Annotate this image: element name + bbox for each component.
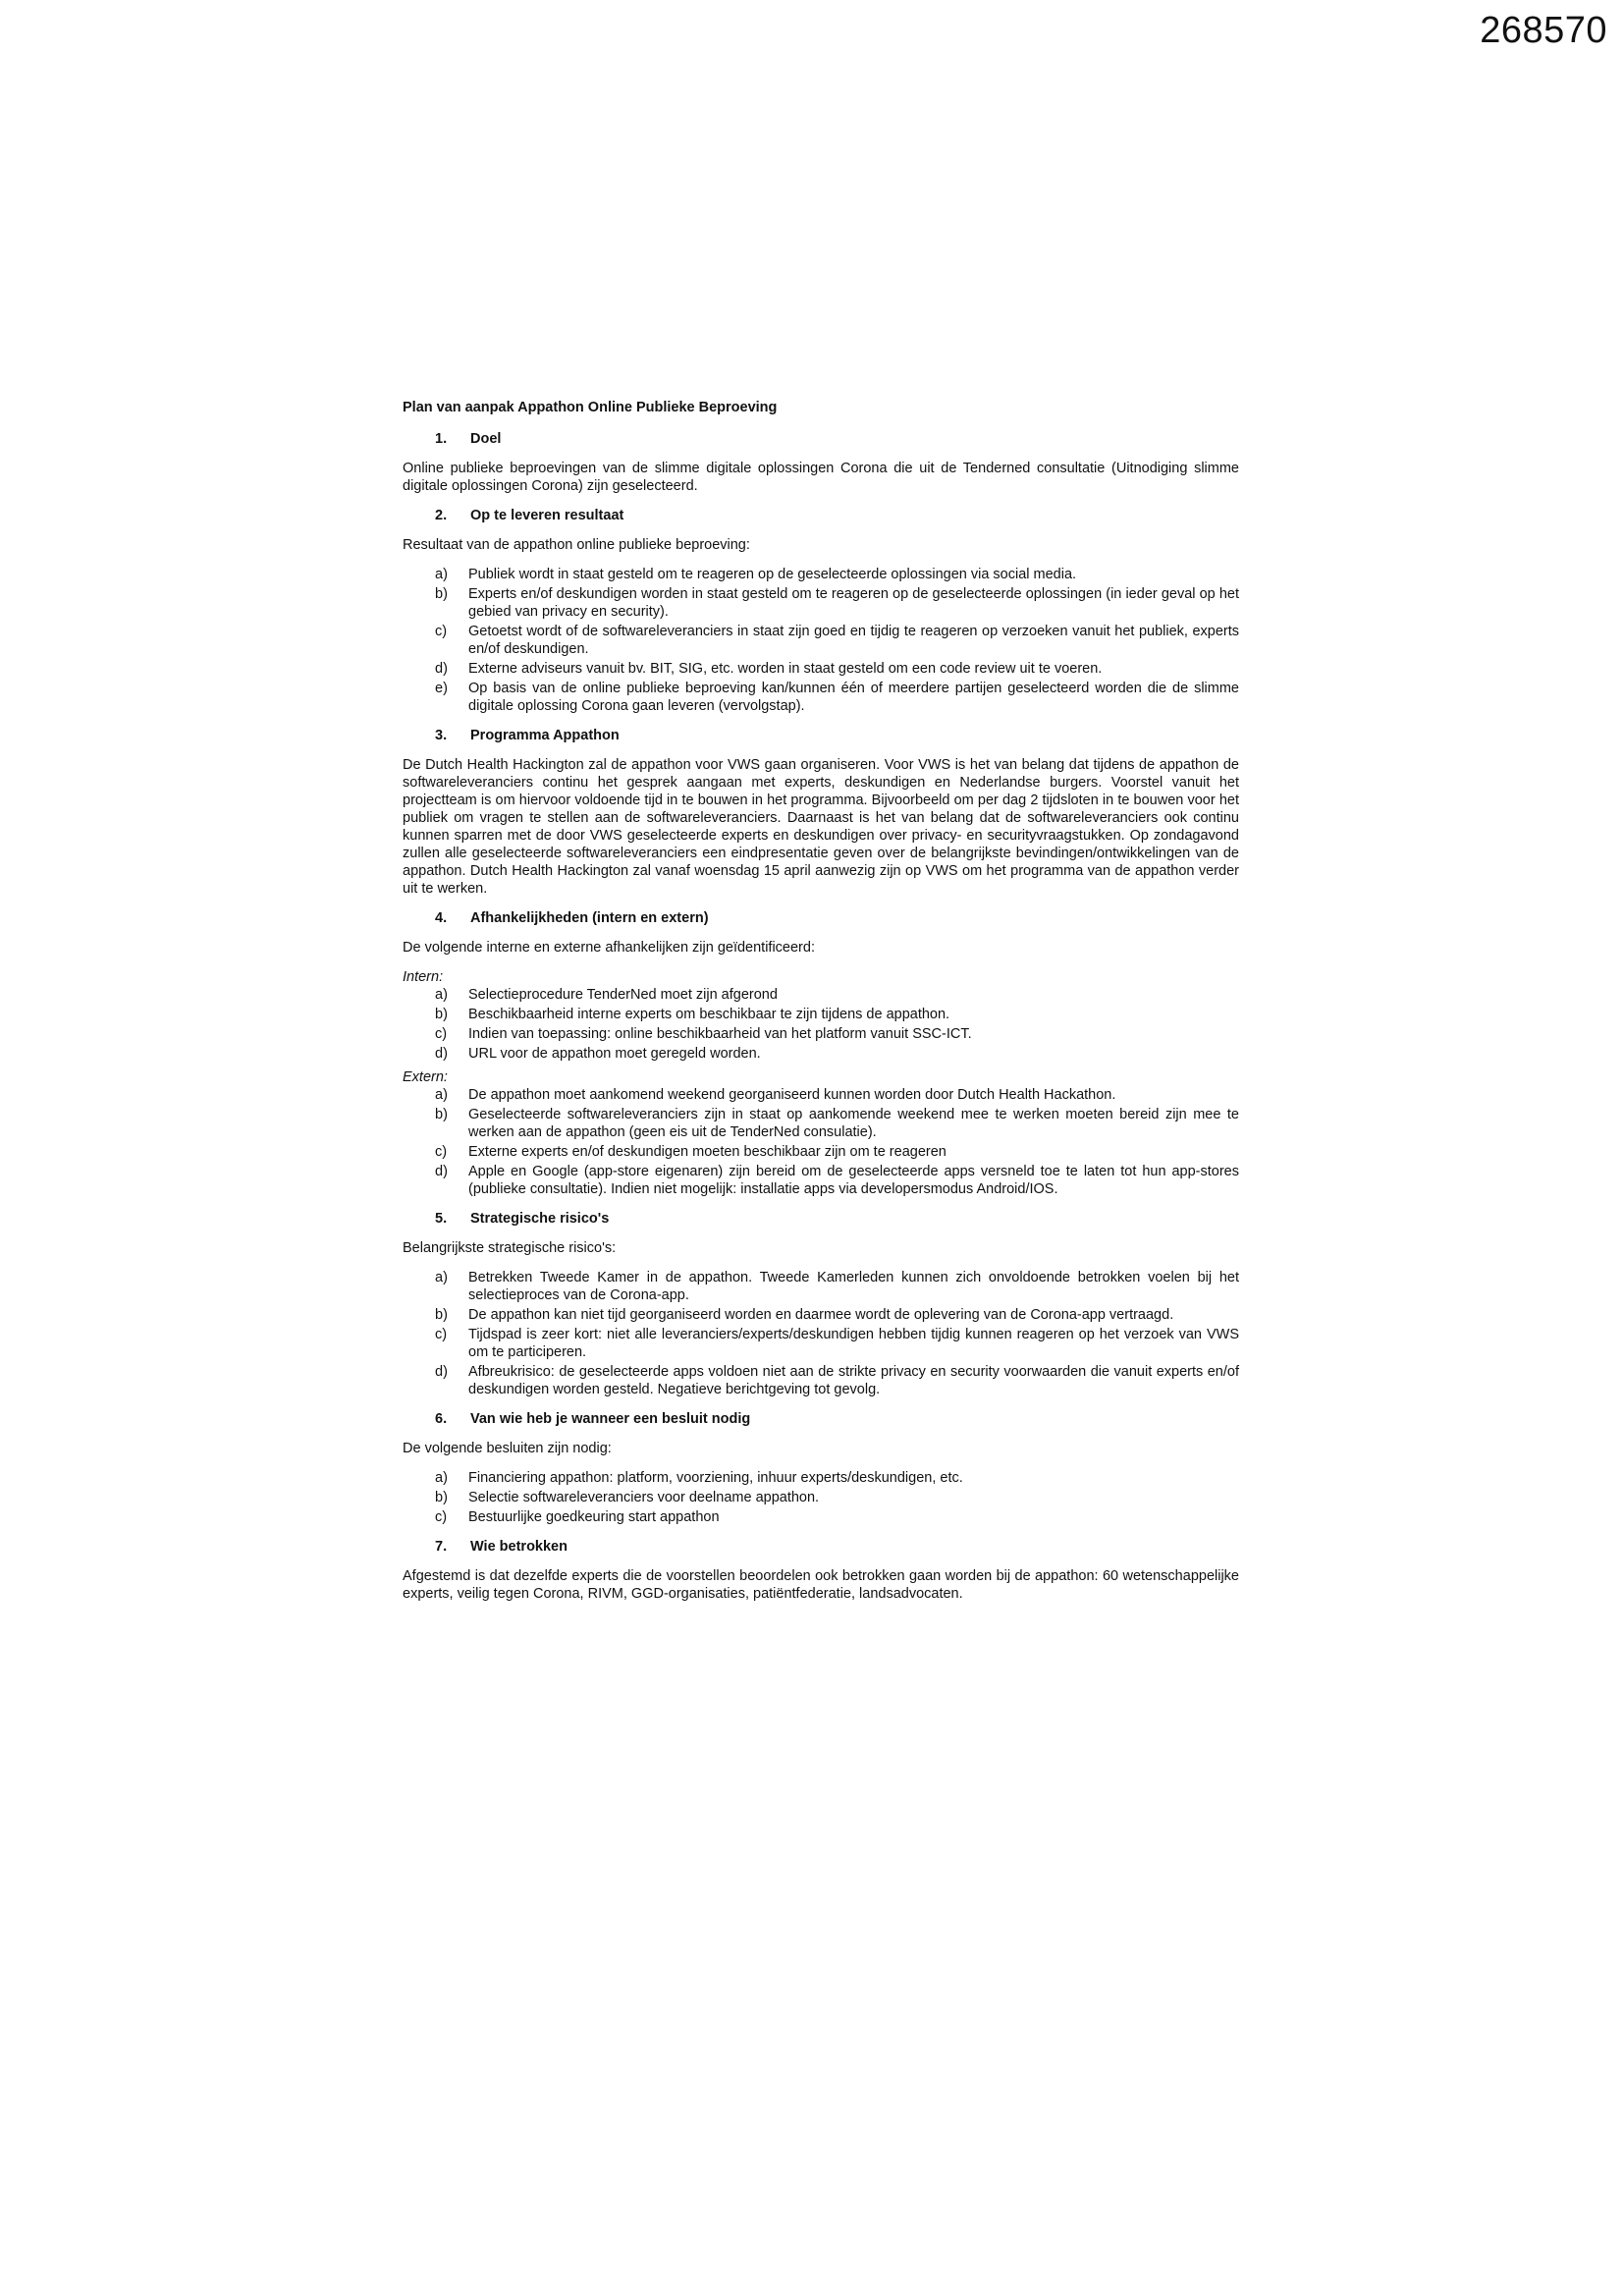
section-title: Programma Appathon <box>470 728 620 743</box>
list-marker: a) <box>435 1470 448 1486</box>
decision-list <box>403 1469 1239 1526</box>
intern-list <box>403 986 1239 1063</box>
list-text: Externe adviseurs vanuit bv. BIT, SIG, etc. worden in staat gesteld om een code review uit te voeren. <box>468 661 1103 677</box>
section-number: 6. <box>435 1411 448 1427</box>
list-marker: c) <box>435 1327 448 1342</box>
list-marker: a) <box>435 567 448 582</box>
list-item <box>403 1306 1239 1324</box>
list-item <box>403 680 1239 715</box>
section-heading <box>403 507 1239 524</box>
section-number: 4. <box>435 910 448 926</box>
section-heading <box>403 909 1239 927</box>
list-marker: a) <box>435 1087 448 1103</box>
list-text: Indien van toepassing: online beschikbaarheid van het platform vanuit SSC-ICT. <box>468 1026 972 1042</box>
list-text: Getoetst wordt of de softwareleveranciers in staat zijn goed en tijdig te reageren op verzoeken vanuit het publiek, experts en/of deskundigen. <box>468 624 1239 657</box>
list-text: Beschikbaarheid interne experts om beschikbaar te zijn tijdens de appathon. <box>468 1007 950 1022</box>
section-besluiten <box>403 1410 1239 1526</box>
extern-list <box>403 1086 1239 1198</box>
list-item <box>403 1508 1239 1526</box>
list-marker: d) <box>435 1046 448 1062</box>
list-text: Externe experts en/of deskundigen moeten beschikbaar zijn om te reageren <box>468 1144 947 1160</box>
list-marker: c) <box>435 624 448 639</box>
list-item <box>403 1163 1239 1198</box>
list-item <box>403 1269 1239 1304</box>
section-intro: Belangrijkste strategische risico's: <box>403 1240 617 1256</box>
risk-list <box>403 1269 1239 1398</box>
paragraph: Afgestemd is dat dezelfde experts die de voorstellen beoordelen ook betrokken gaan worden bij de appathon: 60 wetenschappelijke experts, veilig tegen Corona, RIVM, GGD-organisaties, patiëntfederatie, landsadvocaten. <box>403 1568 1239 1602</box>
document-number: 268570 <box>1480 10 1607 51</box>
list-item <box>403 660 1239 678</box>
list-text: De appathon kan niet tijd georganiseerd worden en daarmee wordt de oplevering van de Corona-app vertraagd. <box>468 1307 1174 1323</box>
list-text: Bestuurlijke goedkeuring start appathon <box>468 1509 720 1525</box>
list-text: Experts en/of deskundigen worden in staat gesteld om te reageren op de geselecteerde oplossingen (in ieder geval op het gebied van privacy en security). <box>468 586 1239 620</box>
list-marker: b) <box>435 1490 448 1505</box>
section-number: 3. <box>435 728 448 743</box>
list-text: Geselecteerde softwareleveranciers zijn in staat op aankomende weekend mee te werken moeten bereid zijn mee te werken aan de appathon (geen eis uit de TenderNed consulatie). <box>468 1107 1239 1140</box>
section-op-te-leveren-resultaat <box>403 507 1239 715</box>
paragraph: Online publieke beproevingen van de slimme digitale oplossingen Corona die uit de Tenderned consultatie (Uitnodiging slimme digitale oplossingen Corona) zijn geselecteerd. <box>403 461 1239 494</box>
list-text: Afbreukrisico: de geselecteerde apps voldoen niet aan de strikte privacy en security voorwaarden die vanuit experts en/of deskundigen worden gesteld. Negatieve berichtgeving tot gevolg. <box>468 1364 1239 1397</box>
section-programma-appathon <box>403 727 1239 898</box>
section-title: Van wie heb je wanneer een besluit nodig <box>470 1411 751 1427</box>
list-text: De appathon moet aankomend weekend georganiseerd kunnen worden door Dutch Health Hackathon. <box>468 1087 1116 1103</box>
section-number: 7. <box>435 1539 448 1555</box>
section-heading <box>403 1538 1239 1556</box>
list-item <box>403 1086 1239 1104</box>
list-marker: a) <box>435 1270 448 1285</box>
list-text: Publiek wordt in staat gesteld om te reageren op de geselecteerde oplossingen via social media. <box>468 567 1077 582</box>
section-heading <box>403 430 1239 448</box>
list-item <box>403 1363 1239 1398</box>
list-item <box>403 1045 1239 1063</box>
list-marker: b) <box>435 1307 448 1323</box>
list-item <box>403 1006 1239 1023</box>
section-title: Op te leveren resultaat <box>470 508 624 523</box>
section-intro: Resultaat van de appathon online publieke beproeving: <box>403 537 750 553</box>
section-title: Wie betrokken <box>470 1539 568 1555</box>
list-marker: c) <box>435 1509 448 1525</box>
list-item <box>403 623 1239 658</box>
list-marker: d) <box>435 1364 448 1380</box>
list-item <box>403 585 1239 621</box>
section-intro: De volgende interne en externe afhankelijken zijn geïdentificeerd: <box>403 940 815 956</box>
list-text: Selectie softwareleveranciers voor deelname appathon. <box>468 1490 820 1505</box>
list-item <box>403 1489 1239 1506</box>
section-doel <box>403 430 1239 495</box>
list-marker: c) <box>435 1144 448 1160</box>
list-item <box>403 1326 1239 1361</box>
list-item <box>403 1469 1239 1487</box>
section-title: Afhankelijkheden (intern en extern) <box>470 910 709 926</box>
list-marker: a) <box>435 987 448 1003</box>
section-intro: De volgende besluiten zijn nodig: <box>403 1441 612 1456</box>
list-item <box>403 986 1239 1004</box>
section-number: 1. <box>435 431 448 447</box>
paragraph: De Dutch Health Hackington zal de appathon voor VWS gaan organiseren. Voor VWS is het van belang dat tijdens de appathon de softwareleveranciers continu het gesprek aangaan met experts, deskundigen en Nederlandse burgers. Voorstel vanuit het projectteam is om hiervoor voldoende tijd in te bouwen in het programma. Bijvoorbeeld om per dag 2 tijdsloten in te bouwen voor het publiek om vragen te stellen aan de softwareleveranciers. Daarnaast is het van belang dat de softwareleveranciers ook continu kunnen sparren met de door VWS geselecteerde experts en deskundigen over privacy- en securityvraagstukken. Op zondagavond zullen alle geselecteerde softwareleveranciers een eindpresentatie geven over de belangrijkste bevindingen/ontwikkelingen van de appathon. Dutch Health Hackington zal vanaf woensdag 15 april aanwezig zijn op VWS om het programma van de appathon verder uit te werken. <box>403 757 1239 897</box>
section-number: 5. <box>435 1211 448 1227</box>
list-marker: b) <box>435 1107 448 1122</box>
section-title: Doel <box>470 431 502 447</box>
list-item <box>403 1143 1239 1161</box>
document-page <box>403 399 1239 1614</box>
list-text: Selectieprocedure TenderNed moet zijn afgerond <box>468 987 778 1003</box>
section-afhankelijkheden <box>403 909 1239 1198</box>
list-item <box>403 1106 1239 1141</box>
list-text: URL voor de appathon moet geregeld worden. <box>468 1046 761 1062</box>
section-title: Strategische risico's <box>470 1211 610 1227</box>
section-heading <box>403 1210 1239 1228</box>
group-label-intern: Intern: <box>403 969 444 985</box>
list-item <box>403 1025 1239 1043</box>
list-text: Betrekken Tweede Kamer in de appathon. Tweede Kamerleden kunnen zich onvoldoende betrokken voelen bij het selectieproces van de Corona-app. <box>468 1270 1239 1303</box>
group-label-extern: Extern: <box>403 1069 448 1085</box>
list-marker: e) <box>435 681 448 696</box>
section-wie-betrokken <box>403 1538 1239 1603</box>
list-marker: d) <box>435 661 448 677</box>
list-text: Financiering appathon: platform, voorziening, inhuur experts/deskundigen, etc. <box>468 1470 963 1486</box>
list-marker: b) <box>435 586 448 602</box>
list-marker: b) <box>435 1007 448 1022</box>
section-heading <box>403 1410 1239 1428</box>
list-item <box>403 566 1239 583</box>
list-text: Apple en Google (app-store eigenaren) zijn bereid om de geselecteerde apps versneld toe te laten tot hun app-stores (publieke consultatie). Indien niet mogelijk: installatie apps via developersmodus Android/IOS. <box>468 1164 1239 1197</box>
section-heading <box>403 727 1239 744</box>
list-marker: d) <box>435 1164 448 1179</box>
document-title: Plan van aanpak Appathon Online Publieke Beproeving <box>403 400 778 415</box>
list-marker: c) <box>435 1026 448 1042</box>
result-list <box>403 566 1239 715</box>
section-number: 2. <box>435 508 448 523</box>
list-text: Tijdspad is zeer kort: niet alle leveranciers/experts/deskundigen hebben tijdig kunnen reageren op het verzoek van VWS om te participeren. <box>468 1327 1239 1360</box>
section-strategische-risicos <box>403 1210 1239 1398</box>
list-text: Op basis van de online publieke beproeving kan/kunnen één of meerdere partijen geselecteerd worden die de slimme digitale oplossing Corona gaan leveren (vervolgstap). <box>468 681 1239 714</box>
